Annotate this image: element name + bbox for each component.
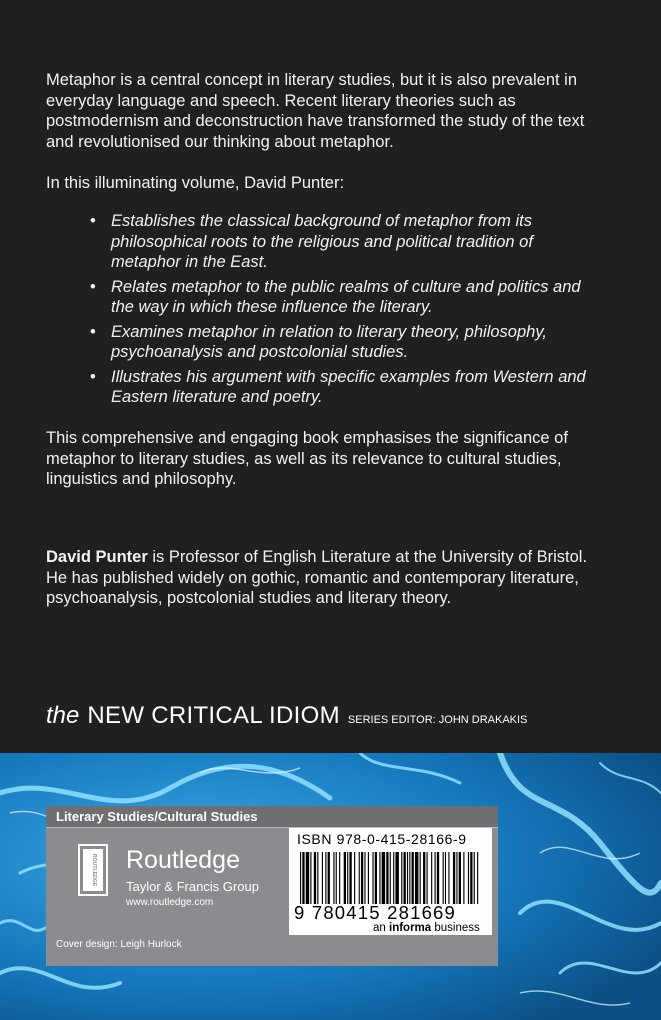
barcode-bar — [443, 852, 444, 904]
barcode-bar — [448, 852, 449, 904]
barcode-bar — [415, 852, 418, 904]
bullet-icon: • — [90, 277, 96, 296]
bullet-icon: • — [90, 367, 96, 386]
barcode-bar — [322, 852, 323, 904]
barcode-bar — [437, 852, 439, 904]
lead-sentence: In this illuminating volume, David Punter: — [46, 174, 345, 192]
barcode-bar — [310, 852, 311, 904]
barcode-bar — [317, 852, 318, 904]
barcode-bar — [456, 852, 457, 904]
barcode-bar — [470, 852, 472, 904]
informa-brand: informa — [389, 922, 432, 934]
barcode-bar — [409, 852, 410, 904]
barcode-bar — [390, 852, 391, 904]
barcode-bar — [386, 852, 388, 904]
barcode-bar — [372, 852, 373, 904]
svg-text:ROUTLEDGE: ROUTLEDGE — [91, 853, 97, 887]
informa-suffix: business — [431, 922, 480, 934]
barcode-bar — [404, 852, 406, 904]
feature-list — [90, 211, 600, 412]
barcode-bar — [328, 852, 330, 904]
barcode-bar — [325, 852, 326, 904]
barcode-bar — [423, 852, 425, 904]
barcode-bar — [361, 852, 363, 904]
barcode-bar — [368, 852, 369, 904]
barcode-bar — [300, 852, 301, 904]
feature-item — [90, 211, 600, 273]
feature-text: Illustrates his argument with specific examples from Western and Eastern literature and poetry. — [111, 367, 586, 406]
barcode-bar — [401, 852, 402, 904]
series-title — [46, 702, 527, 730]
isbn-label: ISBN 978-0-415-28166-9 — [297, 831, 467, 847]
category-bar — [46, 806, 498, 828]
author-bio — [46, 547, 606, 609]
intro-paragraph: Metaphor is a central concept in literary studies, but it is also prevalent in everyday language and speech. Recent literary theories such as postmodernism and deconstruction have transformed the study of the text and revolutionised our thinking about metaphor. — [46, 71, 585, 151]
barcode-bar — [336, 852, 337, 904]
barcode-bar — [453, 852, 455, 904]
barcode-bar — [349, 852, 351, 904]
feature-text: Establishes the classical background of metaphor from its philosophical roots to the religious and political tradition of metaphor in the East. — [111, 212, 533, 271]
series-the: the — [46, 702, 80, 729]
publisher-name: Routledge — [126, 846, 240, 874]
feature-text: Examines metaphor in relation to literary theory, philosophy, psychoanalysis and postcolonial studies. — [111, 322, 547, 361]
barcode-bar — [306, 852, 309, 904]
series-name: NEW CRITICAL IDIOM — [87, 702, 340, 729]
barcode-bar — [477, 852, 478, 904]
barcode-bar — [463, 852, 464, 904]
author-name: David Punter — [46, 548, 148, 566]
feature-item — [90, 322, 600, 363]
series-editor: SERIES EDITOR: JOHN DRAKAKIS — [347, 714, 528, 726]
bullet-icon: • — [90, 322, 96, 341]
barcode-bar — [474, 852, 475, 904]
barcode-bar — [468, 852, 469, 904]
routledge-logo-icon — [78, 844, 108, 896]
barcode-bar — [359, 852, 360, 904]
informa-prefix: an — [373, 922, 389, 934]
category-label: Literary Studies/Cultural Studies — [56, 809, 258, 824]
ean-number: 9 780415 281669 — [294, 902, 457, 923]
barcode-bar — [431, 852, 432, 904]
publisher-website[interactable]: www.routledge.com — [126, 897, 214, 908]
barcode-bar — [427, 852, 428, 904]
closing-paragraph: This comprehensive and engaging book emphasises the significance of metaphor to literary studies, as well as its relevance to cultural studies, linguistics and philosophy. — [46, 429, 568, 488]
feature-item — [90, 367, 600, 408]
publisher-group: Taylor & Francis Group — [126, 879, 259, 894]
feature-item — [90, 277, 600, 318]
barcode-bar — [420, 852, 421, 904]
barcode-bar — [347, 852, 348, 904]
barcode-bar — [379, 852, 380, 904]
barcode-bar — [412, 852, 414, 904]
barcode-bar — [314, 852, 316, 904]
barcode-bar — [354, 852, 355, 904]
barcode-bar — [333, 852, 334, 904]
barcode-bar — [344, 852, 346, 904]
barcode-bar — [459, 852, 461, 904]
barcode-bar — [339, 852, 340, 904]
informa-label — [373, 922, 496, 936]
barcode-bar — [302, 852, 304, 904]
bullet-icon: • — [90, 212, 96, 230]
barcode-box — [289, 828, 492, 935]
author-bio-text: is Professor of English Literature at the University of Bristol. He has published widely on gothic, romantic and contemporary literature, psychoanalysis, postcolonial studies and literary theory. — [46, 548, 588, 607]
cover-design-credit: Cover design: Leigh Hurlock — [56, 939, 182, 950]
feature-text: Relates metaphor to the public realms of culture and politics and the way in which these influence the literary. — [111, 277, 581, 316]
barcode-bar — [407, 852, 408, 904]
barcode-bar — [375, 852, 377, 904]
barcode-icon — [298, 852, 483, 904]
barcode-bar — [382, 852, 385, 904]
barcode-bar — [393, 852, 394, 904]
barcode-bar — [445, 852, 446, 904]
barcode-bar — [364, 852, 365, 904]
barcode-bar — [435, 852, 436, 904]
barcode-bar — [395, 852, 398, 904]
